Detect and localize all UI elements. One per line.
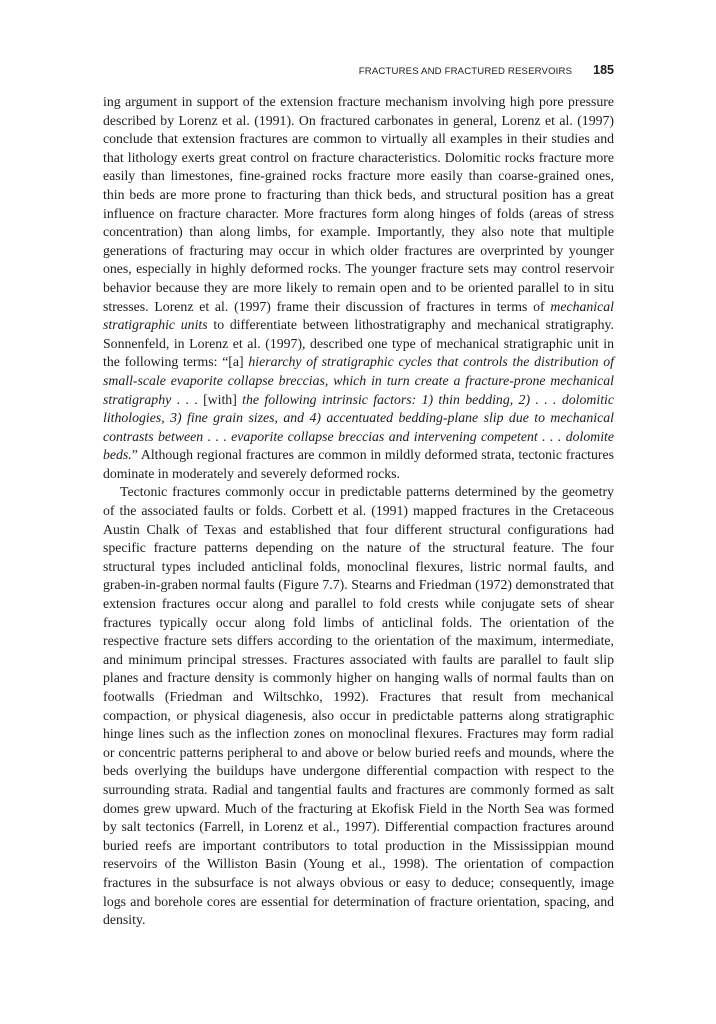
running-header — [103, 63, 614, 79]
text-segment: . . . [with] — [171, 391, 243, 407]
paragraph-1 — [103, 93, 614, 483]
paragraph-2 — [103, 483, 614, 929]
italic-quote: hierarchy of stratigraphic cycles that controls the distribution of small-scale evaporite collapse breccias, which in turn create a fracture-prone mechanical stratigraphy — [103, 354, 614, 407]
text-segment: ” Although regional fractures are common in mildly deformed strata, tectonic fractures dominate in moderately and severely deformed rocks. — [103, 447, 614, 481]
text-segment: to differentiate between lithostratigraphy and mechanical stratigraphy. Sonnenfeld, in Lorenz et al. (1997), described one type of mechanical stratigraphic unit in the following terms: “[a] — [103, 317, 614, 370]
text-segment: ing argument in support of the extension fracture mechanism involving high pore pressure described by Lorenz et al. (1991). On fractured carbonates in general, Lorenz et al. (1997) conclude that extension fractures are common to virtually all examples in their studies and that lithology exerts great control on fracture characteristics. Dolomitic rocks fracture more easily than limestones, fine-grained rocks fracture more easily than coarse-grained ones, thin beds are more prone to fracturing than thick beds, and structural position has a great influence on fracture character. More fractures form along hinges of folds (areas of stress concentration) than along limbs, for example. Importantly, they also note that multiple generations of fracturing may occur in which older fractures are overprinted by younger ones, especially in highly deformed rocks. The younger fracture sets may control reservoir behavior because they are more likely to remain open and to be oriented parallel to in situ stresses. Lorenz et al. (1997) frame their discussion of fractures in terms of — [103, 94, 614, 314]
body-text — [103, 93, 614, 930]
text-segment: Tectonic fractures commonly occur in predictable patterns determined by the geometry of the associated faults or folds. Corbett et al. (1991) mapped fractures in the Cretaceous Austin Chalk of Texas and established that four different structural configurations had specific fracture patterns depending on the nature of the structural feature. The four structural types included anticlinal folds, monoclinal flexures, listric normal faults, and graben-in-graben normal faults (Figure 7.7). Stearns and Friedman (1972) demonstrated that extension fractures occur along and parallel to fold crests while conjugate sets of shear fractures typically occur along fold limbs of anticlinal folds. The orientation of the respective fracture sets differs according to the orientation of the maximum, intermediate, and minimum principal stresses. Fractures associated with faults are parallel to fault slip planes and fracture density is commonly higher on hanging walls of normal faults than on footwalls (Friedman and Wiltschko, 1992). Fractures that result from mechanical compaction, or physical diagenesis, also occur in predictable patterns along stratigraphic hinge lines such as the inflection zones on monoclinal flexures. Fractures may form radial or concentric patterns peripheral to and above or below buried reefs and mounds, where the beds overlying the buildups have undergone differential compaction with respect to the surrounding strata. Radial and tangential faults and fractures are commonly formed as salt domes grew upward. Much of the fracturing at Ekofisk Field in the North Sea was formed by salt tectonics (Farrell, in Lorenz et al., 1997). Differential compaction fractures around buried reefs are important contributors to total production in the Mississippian mound reservoirs of the Williston Basin (Young et al., 1998). The orientation of compaction fractures in the subsurface is not always obvious or easy to deduce; consequently, image logs and borehole cores are essential for determination of fracture orientation, spacing, and density. — [103, 484, 614, 928]
chapter-title: FRACTURES AND FRACTURED RESERVOIRS — [358, 66, 573, 77]
page-number: 185 — [593, 63, 614, 77]
italic-term: mechanical stratigraphic units — [103, 298, 614, 333]
italic-quote: the following intrinsic factors: 1) thin bedding, 2) . . . dolomitic lithologies, 3) fine grain sizes, and 4) accentuated bedding-plane slip due to mechanical contrasts between . . . evaporite collapse breccias and intervening competent . . . dolomite beds. — [103, 391, 614, 463]
